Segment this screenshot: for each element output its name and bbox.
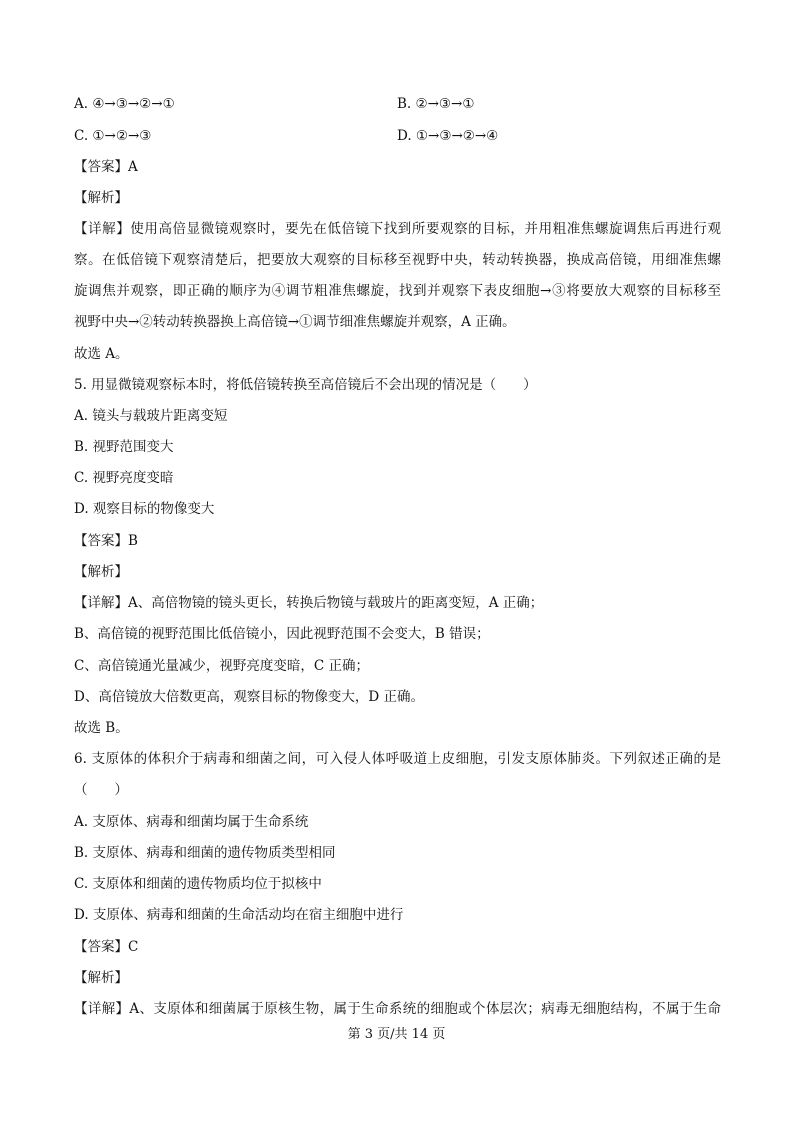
q4-detail-line: 视野中央→②转动转换器换上高倍镜→①调节细准焦螺旋并观察，A 正确。: [74, 314, 516, 330]
q4-option-c: C. ①→②→③: [74, 128, 152, 144]
q4-option-b: B. ②→③→①: [397, 96, 475, 112]
q5-detail-line: C、高倍镜通光量减少，视野亮度变暗，C 正确；: [74, 658, 369, 674]
q4-option-d: D. ①→③→②→④: [397, 128, 499, 144]
q5-option-b: B. 视野范围变大: [74, 439, 174, 455]
q6-option-d: D. 支原体、病毒和细菌的生命活动均在宿主细胞中进行: [74, 907, 404, 923]
q4-detail-line: 旋调焦并观察，即正确的顺序为④调节粗准焦螺旋，找到并观察下表皮细胞→③将要放大观察的目标移至: [74, 283, 721, 299]
q6-stem: 6. 支原体的体积介于病毒和细菌之间，可入侵人体呼吸道上皮细胞，引发支原体肺炎。下列叙述正确的是: [74, 751, 721, 767]
q5-option-c: C. 视野亮度变暗: [74, 470, 174, 486]
q4-analysis-label: 【解析】: [74, 190, 128, 206]
q5-analysis-label: 【解析】: [74, 564, 128, 580]
q5-stem: 5. 用显微镜观察标本时，将低倍镜转换至高倍镜后不会出现的情况是（ ）: [74, 377, 537, 393]
q6-analysis-label: 【解析】: [74, 970, 128, 986]
q5-answer: 【答案】B: [74, 533, 138, 549]
q5-option-d: D. 观察目标的物像变大: [74, 501, 215, 517]
q4-detail-line: 【详解】使用高倍显微镜观察时，要先在低倍镜下找到所要观察的目标，并用粗准焦螺旋调焦后再进行观: [74, 221, 721, 237]
q4-answer: 【答案】A: [74, 159, 138, 175]
q6-option-a: A. 支原体、病毒和细菌均属于生命系统: [74, 814, 309, 830]
q5-detail-line: B、高倍镜的视野范围比低倍镜小，因此视野范围不会变大，B 错误；: [74, 626, 490, 642]
q6-answer: 【答案】C: [74, 939, 139, 955]
q5-detail-line: D、高倍镜放大倍数更高，观察目标的物像变大，D 正确。: [74, 689, 424, 705]
q4-conclusion: 故选 A。: [74, 346, 129, 362]
q5-detail-line: 【详解】A、高倍物镜的镜头更长，转换后物镜与载玻片的距离变短，A 正确；: [74, 595, 544, 611]
q5-conclusion: 故选 B。: [74, 720, 129, 736]
q6-option-b: B. 支原体、病毒和细菌的遗传物质类型相同: [74, 845, 336, 861]
q6-option-c: C. 支原体和细菌的遗传物质均位于拟核中: [74, 876, 322, 892]
q6-stem-blank: （ ）: [74, 782, 128, 798]
q6-detail-line: 【详解】A、支原体和细菌属于原核生物，属于生命系统的细胞或个体层次；病毒无细胞结构，不属于生命: [74, 1001, 721, 1017]
q4-detail-line: 察。在低倍镜下观察清楚后，把要放大观察的目标移至视野中央，转动转换器，换成高倍镜，用细准焦螺: [74, 252, 721, 268]
q5-option-a: A. 镜头与载玻片距离变短: [74, 408, 228, 424]
page-number-footer: 第 3 页/共 14 页: [347, 1027, 446, 1042]
q4-option-a: A. ④→③→②→①: [74, 96, 175, 112]
